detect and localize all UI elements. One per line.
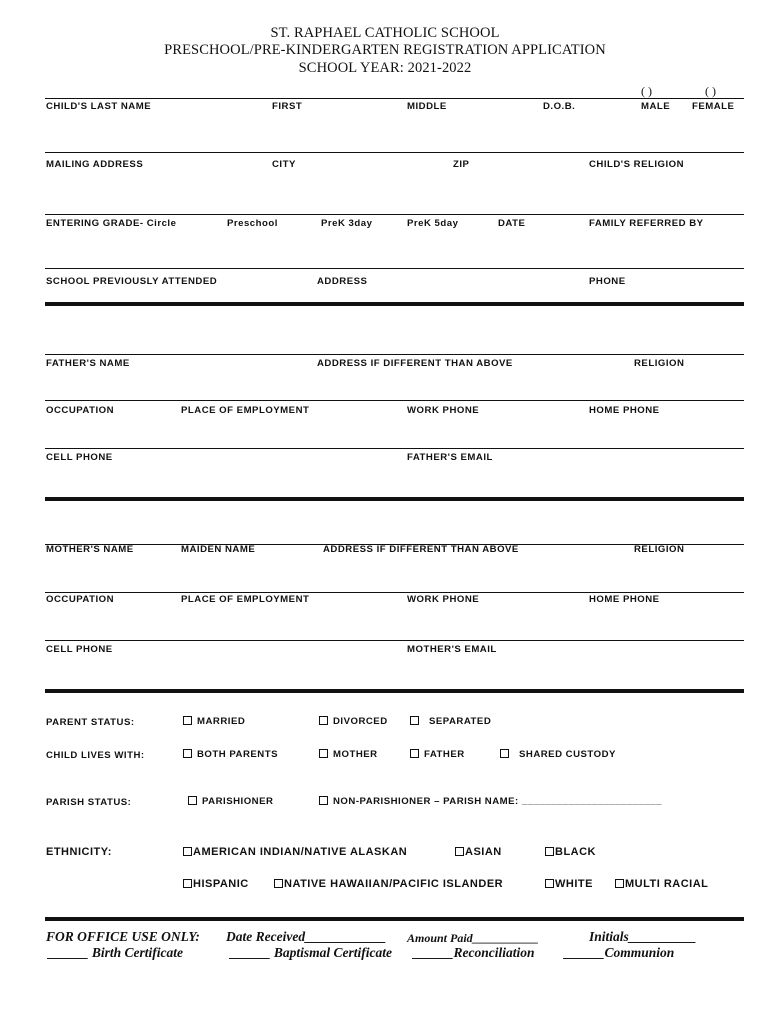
prev-phone-label: PHONE: [589, 276, 626, 287]
date-received-field[interactable]: Date Received____________: [226, 929, 387, 944]
married-option[interactable]: MARRIED: [183, 716, 245, 727]
line-child-name[interactable]: [45, 98, 744, 99]
mother-cell-label: CELL PHONE: [46, 644, 113, 655]
mailing-address-label: MAILING ADDRESS: [46, 159, 144, 170]
communion-field[interactable]: ______Communion: [564, 945, 675, 960]
initials-field[interactable]: Initials__________: [589, 929, 697, 944]
city-label: CITY: [272, 159, 296, 170]
first-name-label: FIRST: [272, 101, 303, 112]
mother-email-label: MOTHER'S EMAIL: [407, 644, 497, 655]
father-name-label: FATHER'S NAME: [46, 358, 130, 369]
parishioner-option[interactable]: PARISHIONER: [188, 796, 273, 807]
office-use-label: FOR OFFICE USE ONLY:: [46, 929, 200, 944]
checkbox-icon[interactable]: [274, 879, 283, 888]
father-religion-label: RELIGION: [634, 358, 685, 369]
mother-work-phone-label: WORK PHONE: [407, 594, 480, 605]
mother-option[interactable]: MOTHER: [319, 749, 378, 760]
both-parents-option[interactable]: BOTH PARENTS: [183, 749, 278, 760]
black-option[interactable]: BLACK: [545, 846, 596, 858]
checkbox-icon[interactable]: [183, 749, 192, 758]
checkbox-icon[interactable]: [545, 847, 554, 856]
mother-employment-label: PLACE OF EMPLOYMENT: [181, 594, 310, 605]
line-father-cell[interactable]: [45, 448, 744, 449]
entering-grade-label: ENTERING GRADE- Circle: [46, 218, 177, 229]
father-home-phone-label: HOME PHONE: [589, 405, 660, 416]
section-divider: [45, 689, 744, 693]
father-employment-label: PLACE OF EMPLOYMENT: [181, 405, 310, 416]
child-last-name-label: CHILD'S LAST NAME: [46, 101, 152, 112]
line-father-occupation[interactable]: [45, 400, 744, 401]
checkbox-icon[interactable]: [410, 716, 419, 725]
separated-option[interactable]: SEPARATED: [410, 716, 491, 727]
ethnicity-label: ETHNICITY:: [46, 846, 112, 858]
checkbox-icon[interactable]: [183, 847, 192, 856]
baptismal-certificate-field[interactable]: ______ Baptismal Certificate: [230, 945, 392, 960]
prek-3day-option[interactable]: PreK 3day: [321, 218, 373, 229]
section-divider: [45, 497, 744, 501]
dob-label: D.O.B.: [543, 101, 576, 112]
line-father-name[interactable]: [45, 354, 744, 355]
female-label: FEMALE: [692, 101, 735, 112]
section-divider: [45, 302, 744, 306]
reconciliation-field[interactable]: ______Reconciliation: [413, 945, 535, 960]
hispanic-option[interactable]: HISPANIC: [183, 878, 249, 890]
date-label: DATE: [498, 218, 526, 229]
mother-occupation-label: OCCUPATION: [46, 594, 115, 605]
father-address-label: ADDRESS IF DIFFERENT THAN ABOVE: [317, 358, 513, 369]
line-mother-occupation[interactable]: [45, 592, 744, 593]
checkbox-icon[interactable]: [545, 879, 554, 888]
hawaiian-option[interactable]: NATIVE HAWAIIAN/PACIFIC ISLANDER: [274, 878, 503, 890]
line-mother-cell[interactable]: [45, 640, 744, 641]
child-religion-label: CHILD'S RELIGION: [589, 159, 685, 170]
parent-status-label: PARENT STATUS:: [46, 717, 135, 728]
line-grade[interactable]: [45, 214, 744, 215]
line-mailing[interactable]: [45, 152, 744, 153]
divorced-option[interactable]: DIVORCED: [319, 716, 388, 727]
section-divider: [45, 917, 744, 921]
white-option[interactable]: WHITE: [545, 878, 593, 890]
checkbox-icon[interactable]: [183, 716, 192, 725]
middle-name-label: MIDDLE: [407, 101, 447, 112]
mother-religion-label: RELIGION: [634, 544, 685, 555]
birth-certificate-field[interactable]: ______ Birth Certificate: [48, 945, 183, 960]
school-year: SCHOOL YEAR: 2021-2022: [298, 60, 472, 76]
preschool-option[interactable]: Preschool: [227, 218, 278, 229]
checkbox-icon[interactable]: [410, 749, 419, 758]
mother-address-label: ADDRESS IF DIFFERENT THAN ABOVE: [323, 544, 519, 555]
line-prev-school[interactable]: [45, 268, 744, 269]
school-prev-label: SCHOOL PREVIOUSLY ATTENDED: [46, 276, 218, 287]
father-option[interactable]: FATHER: [410, 749, 465, 760]
checkbox-icon[interactable]: [455, 847, 464, 856]
amount-paid-field[interactable]: Amount Paid___________: [407, 931, 539, 945]
father-occupation-label: OCCUPATION: [46, 405, 115, 416]
prek-5day-option[interactable]: PreK 5day: [407, 218, 459, 229]
checkbox-icon[interactable]: [183, 879, 192, 888]
prev-address-label: ADDRESS: [317, 276, 368, 287]
school-name: ST. RAPHAEL CATHOLIC SCHOOL: [270, 25, 500, 41]
checkbox-icon[interactable]: [188, 796, 197, 805]
male-checkbox[interactable]: ( ): [641, 84, 652, 98]
checkbox-icon[interactable]: [319, 749, 328, 758]
maiden-name-label: MAIDEN NAME: [181, 544, 256, 555]
american-indian-option[interactable]: AMERICAN INDIAN/NATIVE ALASKAN: [183, 846, 407, 858]
family-referred-label: FAMILY REFERRED BY: [589, 218, 704, 229]
checkbox-icon[interactable]: [500, 749, 509, 758]
multi-racial-option[interactable]: MULTI RACIAL: [615, 878, 708, 890]
zip-label: ZIP: [453, 159, 470, 170]
asian-option[interactable]: ASIAN: [455, 846, 502, 858]
father-work-phone-label: WORK PHONE: [407, 405, 480, 416]
shared-custody-option[interactable]: SHARED CUSTODY: [500, 749, 616, 760]
mother-name-label: MOTHER'S NAME: [46, 544, 134, 555]
parish-status-label: PARISH STATUS:: [46, 797, 132, 808]
checkbox-icon[interactable]: [319, 716, 328, 725]
form-title: PRESCHOOL/PRE-KINDERGARTEN REGISTRATION APPLICATION: [164, 42, 606, 58]
lives-with-label: CHILD LIVES WITH:: [46, 750, 145, 761]
checkbox-icon[interactable]: [615, 879, 624, 888]
father-email-label: FATHER'S EMAIL: [407, 452, 493, 463]
father-cell-label: CELL PHONE: [46, 452, 113, 463]
non-parishioner-option[interactable]: NON-PARISHIONER – PARISH NAME: ________________________: [319, 796, 662, 807]
checkbox-icon[interactable]: [319, 796, 328, 805]
female-checkbox[interactable]: ( ): [705, 84, 716, 98]
male-label: MALE: [641, 101, 671, 112]
mother-home-phone-label: HOME PHONE: [589, 594, 660, 605]
